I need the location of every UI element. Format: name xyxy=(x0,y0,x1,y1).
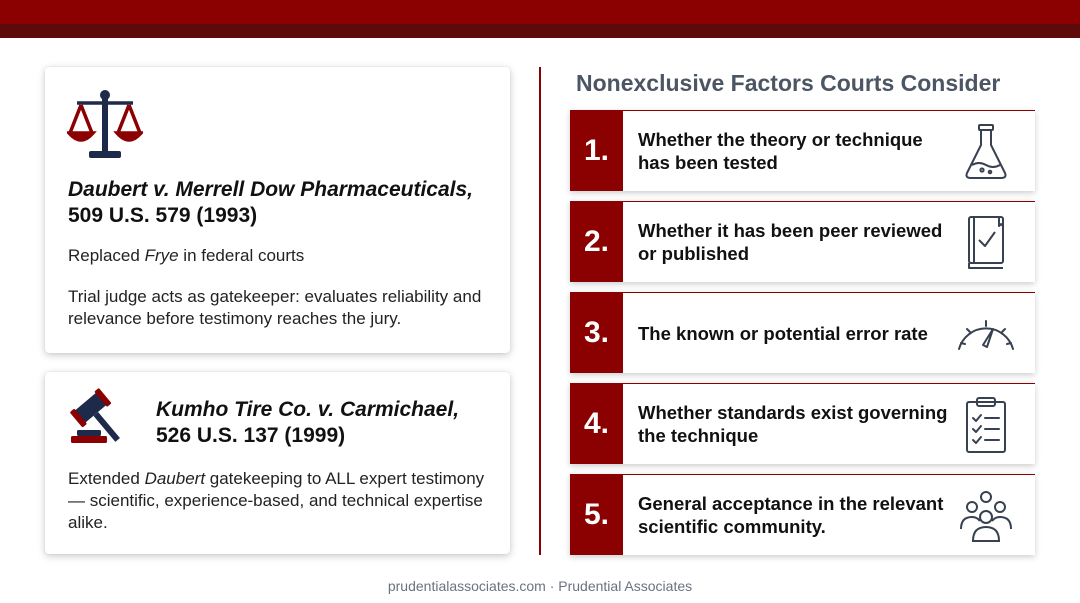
kumho-body-daubert: Daubert xyxy=(144,469,206,488)
scales-of-justice-icon xyxy=(67,87,143,163)
daubert-line1-frye: Frye xyxy=(144,246,179,265)
daubert-line1-pre: Replaced xyxy=(68,246,145,265)
kumho-case-name: Kumho Tire Co. v. Carmichael, xyxy=(156,398,460,421)
people-group-icon xyxy=(955,485,1017,547)
factor-item-1 xyxy=(570,110,1035,191)
vertical-divider xyxy=(539,67,541,555)
flask-icon xyxy=(955,121,1017,183)
kumho-body-pre: Extended xyxy=(68,469,145,488)
factor-item-4 xyxy=(570,383,1035,464)
kumho-body-post: gatekeeping to ALL expert testimony — scientific, experience-based, and technical expertise alike. xyxy=(68,469,485,532)
factor-number: 3. xyxy=(570,293,623,373)
daubert-line1-post: in federal courts xyxy=(178,246,305,265)
factor-label: Whether standards exist governing the technique xyxy=(638,402,948,446)
clipboard-checklist-icon xyxy=(955,394,1017,456)
kumho-body-text xyxy=(68,468,493,534)
daubert-gatekeeper-text: Trial judge acts as gatekeeper: evaluates reliability and relevance before testimony reaches the jury. xyxy=(68,287,482,328)
kumho-case-title xyxy=(156,397,459,449)
factor-label: General acceptance in the relevant scientific community. xyxy=(638,493,944,537)
kumho-case-citation: 526 U.S. 137 (1999) xyxy=(156,424,346,447)
factor-label: Whether it has been peer reviewed or published xyxy=(638,220,943,264)
gauge-icon xyxy=(955,303,1017,365)
book-check-icon xyxy=(955,212,1017,274)
factor-number: 5. xyxy=(570,475,623,555)
factor-item-5 xyxy=(570,474,1035,555)
daubert-case-citation: 509 U.S. 579 (1993) xyxy=(68,204,258,227)
top-banner xyxy=(0,0,1080,38)
daubert-case-title xyxy=(68,177,473,229)
factors-section-title: Nonexclusive Factors Courts Consider xyxy=(576,70,1001,96)
factor-number: 2. xyxy=(570,202,623,282)
factor-item-2 xyxy=(570,201,1035,282)
factor-number: 1. xyxy=(570,111,623,191)
gavel-icon xyxy=(67,384,143,450)
kumho-case-card xyxy=(45,372,510,554)
factor-number: 4. xyxy=(570,384,623,464)
daubert-case-name: Daubert v. Merrell Dow Pharmaceuticals, xyxy=(68,178,473,201)
factor-item-3 xyxy=(570,292,1035,373)
footer-text: prudentialassociates.com · Prudential Associates xyxy=(387,578,693,594)
daubert-case-card xyxy=(45,67,510,353)
factor-label: Whether the theory or technique has been tested xyxy=(638,129,923,173)
factor-label: The known or potential error rate xyxy=(638,322,928,344)
daubert-replaced-frye-text xyxy=(68,245,498,267)
